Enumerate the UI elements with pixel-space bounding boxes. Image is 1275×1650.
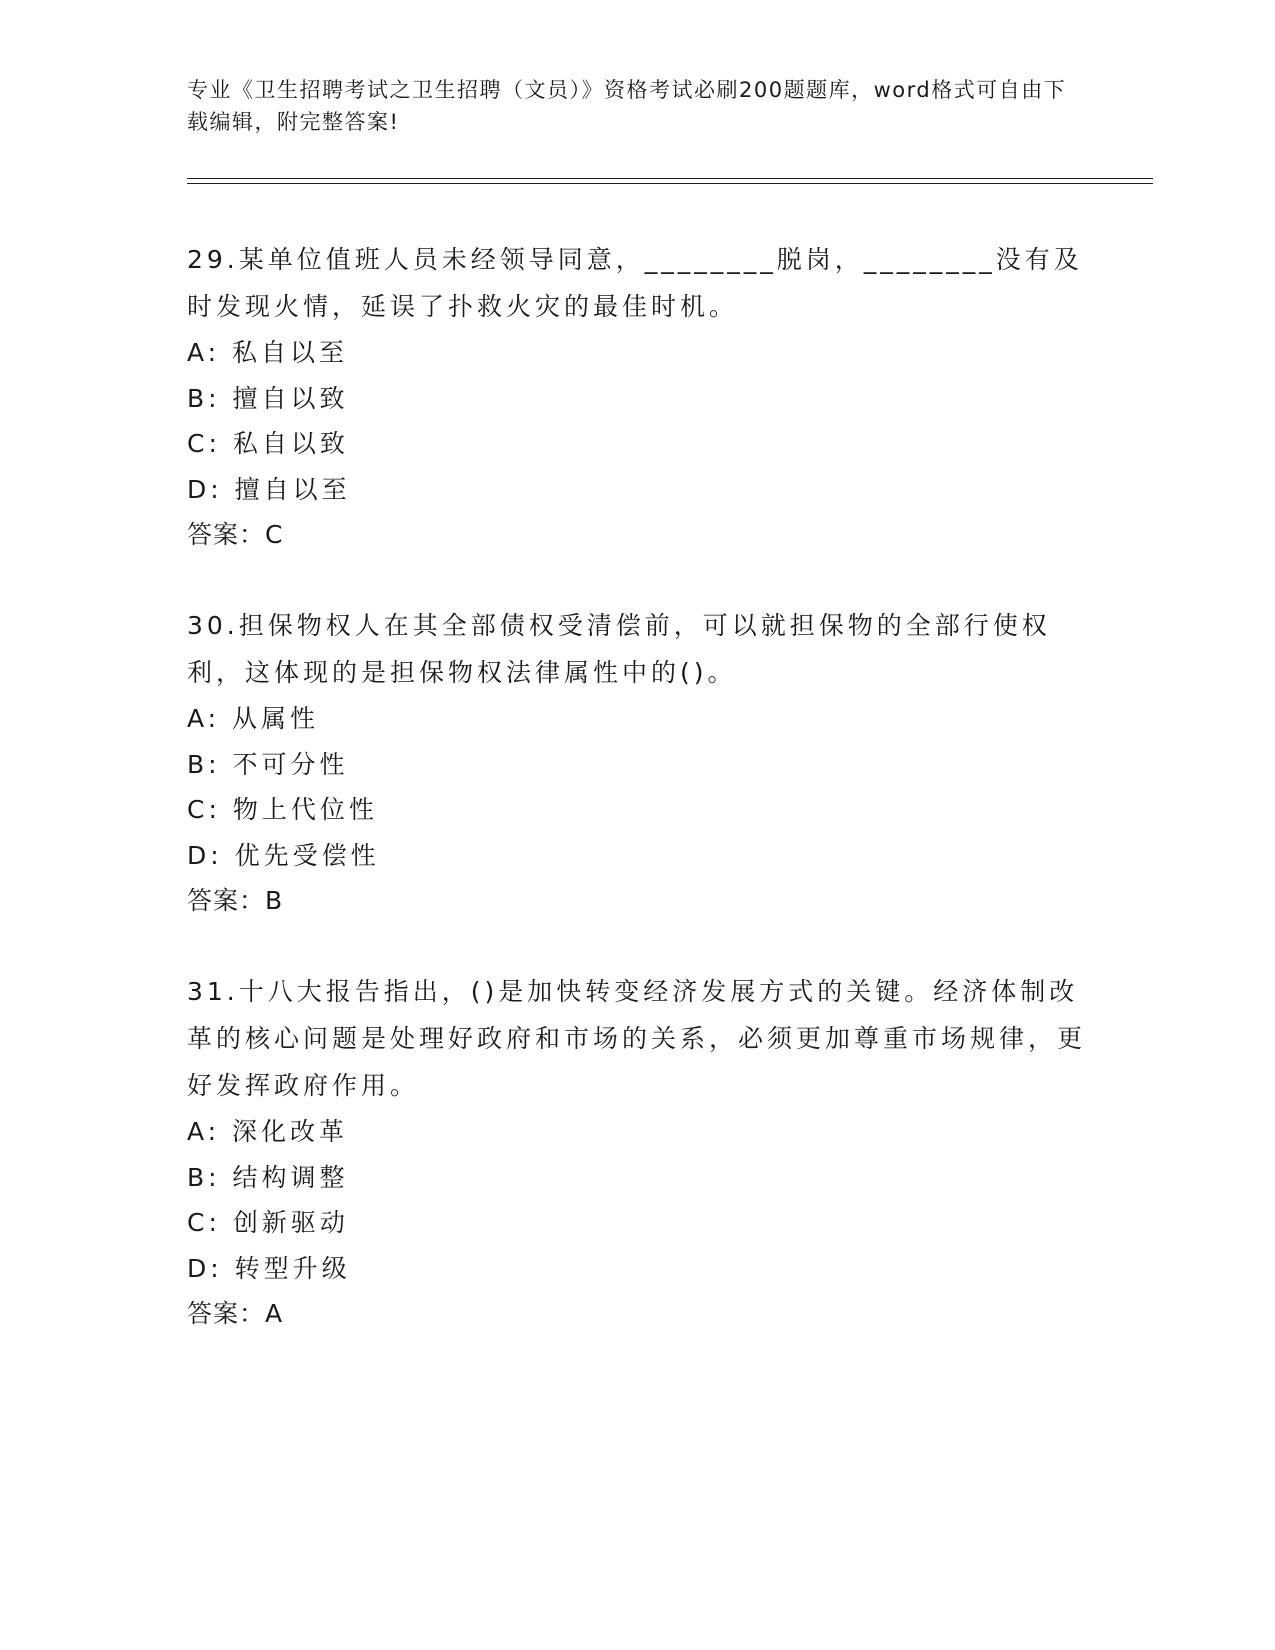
option-c: C: 物上代位性 (187, 795, 378, 824)
answer-line: 答案：A (187, 1299, 284, 1328)
option-d: D: 优先受偿性 (187, 840, 380, 870)
question-30 (187, 602, 1087, 924)
answer-line: 答案：C (187, 520, 284, 549)
question-29 (187, 236, 1087, 558)
option-d: D: 擅自以至 (187, 474, 351, 504)
question-31 (187, 968, 1087, 1337)
option-d: D: 转型升级 (187, 1253, 351, 1283)
option-b: B: 擅自以致 (187, 383, 349, 413)
option-a: A: 深化改革 (187, 1117, 349, 1146)
option-a: A: 从属性 (187, 704, 320, 733)
option-b: B: 结构调整 (187, 1162, 349, 1192)
option-c: C: 创新驱动 (187, 1208, 349, 1237)
question-stem: 29.某单位值班人员未经领导同意，________脱岗，________没有及时发现火情，延误了扑救火灾的最佳时机。 (187, 245, 1083, 321)
option-c: C: 私自以致 (187, 429, 349, 458)
option-b: B: 不可分性 (187, 749, 349, 779)
answer-line: 答案：B (187, 886, 284, 915)
question-list (187, 236, 1087, 1381)
question-stem: 31.十八大报告指出，()是加快转变经济发展方式的关键。经济体制改革的核心问题是处理好政府和市场的关系，必须更加尊重市场规律，更好发挥政府作用。 (187, 977, 1087, 1100)
option-a: A: 私自以至 (187, 338, 349, 367)
question-stem: 30.担保物权人在其全部债权受清偿前，可以就担保物的全部行使权利，这体现的是担保物权法律属性中的()。 (187, 611, 1051, 687)
document-header: 专业《卫生招聘考试之卫生招聘（文员）》资格考试必刷200题题库，word格式可自由下载编辑，附完整答案! (187, 78, 1067, 134)
header-divider (187, 178, 1153, 184)
